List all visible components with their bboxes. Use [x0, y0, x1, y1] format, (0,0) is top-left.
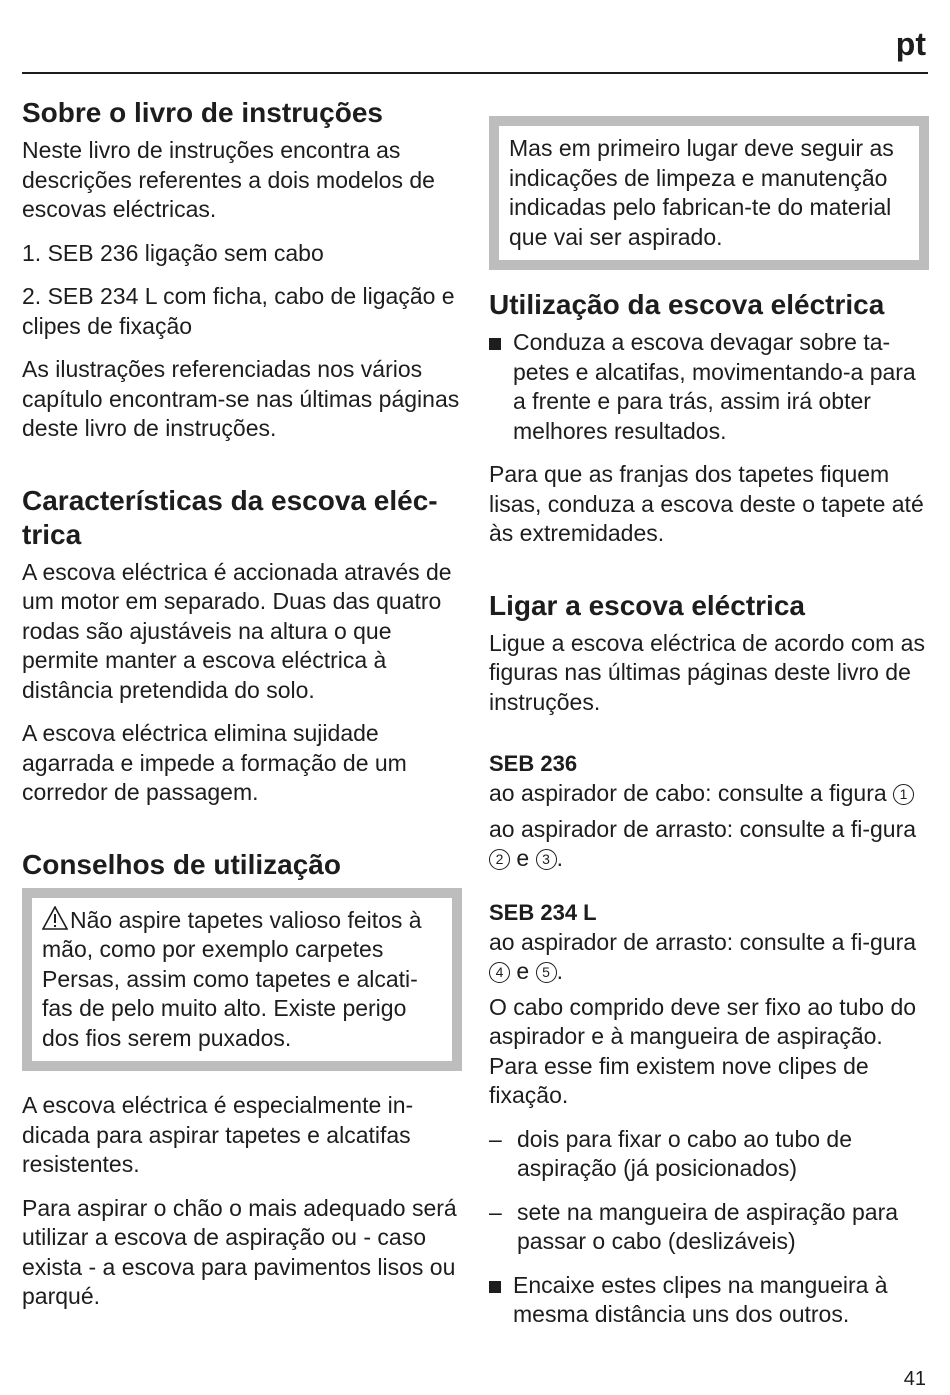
note-text: Mas em primeiro lugar deve seguir as indicações de limpeza e manutenção indicadas pelo fabrican-te do material que vai ser aspirado.: [509, 135, 894, 250]
paragraph: O cabo comprido deve ser fixo ao tubo do aspirador e à mangueira de aspiração. Para esse fim existem nove clipes de fixação.: [489, 993, 917, 1108]
section-title-features: Características da escova eléc-trica: [22, 484, 438, 550]
bullet-item: [489, 328, 929, 446]
paragraph: Para que as franjas dos tapetes fiquem lisas, conduza a escova deste o tapete até às extremidades.: [489, 461, 924, 546]
figure-ref-3: 3: [536, 849, 557, 870]
dash-marker: –: [489, 1125, 502, 1152]
dash-list-item: [489, 1198, 929, 1257]
paragraph: Para aspirar o chão o mais adequado será utilizar a escova de aspiração ou - caso exista - a escova para pavimentos lisos ou parqué.: [22, 1194, 457, 1309]
section-title-using-brush: Utilização da escova eléctrica: [489, 289, 885, 320]
bullet-text: Conduza a escova devagar sobre ta-petes e alcatifas, movimentando-a para a frente e para trás, assim irá obter melhores resultados.: [513, 329, 916, 444]
paragraph: Neste livro de instruções encontra as descrições referentes a dois modelos de escovas eléctricas.: [22, 137, 435, 222]
right-column: [489, 116, 929, 1344]
seb236-line2: ao aspirador de arrasto: consulte a fi-gura: [489, 815, 917, 842]
left-column: [22, 96, 462, 1326]
period: .: [556, 845, 563, 871]
paragraph: A escova eléctrica elimina sujidade agarrada e impede a formação de um corredor de passagem.: [22, 720, 407, 805]
paragraph: Ligue a escova eléctrica de acordo com as figuras nas últimas páginas deste livro de instruções.: [489, 629, 925, 715]
paragraph: A escova eléctrica é especialmente in-dicada para aspirar tapetes e alcatifas resistentes.: [22, 1092, 414, 1177]
paragraph: A escova eléctrica é accionada através de um motor em separado. Duas das quatro rodas são ajustáveis na altura o que permite manter a escova eléctrica à distância pretendida do solo.: [22, 558, 452, 703]
section-title-about-manual: Sobre o livro de instruções: [22, 97, 383, 128]
dash-text: sete na mangueira de aspiração para passar o cabo (deslizáveis): [517, 1198, 899, 1254]
section-title-usage-tips: Conselhos de utilização: [22, 848, 341, 880]
section-title-connect-brush: Ligar a escova eléctrica: [489, 589, 805, 621]
paragraph: [489, 779, 929, 809]
seb234-line1: ao aspirador de arrasto: consulte a fi-gura: [489, 928, 917, 955]
square-bullet-icon: [489, 338, 501, 350]
paragraph: [489, 815, 929, 874]
figure-ref-2: 2: [489, 849, 510, 870]
figure-ref-1: 1: [893, 784, 914, 805]
warning-text-container: [42, 906, 440, 1054]
warning-box: [22, 888, 462, 1072]
square-bullet-icon: [489, 1281, 501, 1293]
paragraph: 1. SEB 236 ligação sem cabo: [22, 239, 324, 266]
bullet-item: [489, 1271, 929, 1330]
note-box: [489, 116, 929, 270]
conjunction: e: [516, 845, 530, 871]
paragraph: [489, 928, 929, 987]
paragraph: As ilustrações referenciadas nos vários capítulo encontram-se nas últimas páginas deste livro de instruções.: [22, 356, 460, 441]
warning-text: Não aspire tapetes valioso feitos à mão, como por exemplo carpetes Persas, assim como tapetes e alcati-fas de pelo muito alto. Existe perigo dos fios serem puxados.: [42, 906, 422, 1051]
dash-marker: –: [489, 1198, 502, 1225]
page-number: 41: [903, 1368, 926, 1390]
seb236-line1: ao aspirador de cabo: consulte a figura: [489, 780, 887, 806]
period: .: [556, 958, 563, 984]
warning-icon: [42, 906, 68, 930]
subheading-seb236: SEB 236: [489, 751, 578, 776]
header-rule: [22, 72, 928, 74]
bullet-text: Encaixe estes clipes na mangueira à mesma distância uns dos outros.: [513, 1271, 888, 1327]
dash-text: dois para fixar o cabo ao tubo de aspiração (já posicionados): [517, 1125, 853, 1181]
subheading-seb234l: SEB 234 L: [489, 899, 597, 925]
language-code: pt: [895, 26, 926, 62]
figure-ref-5: 5: [536, 962, 557, 983]
conjunction: e: [516, 958, 530, 984]
paragraph: 2. SEB 234 L com ficha, cabo de ligação e clipes de fixação: [22, 283, 455, 339]
dash-list-item: [489, 1125, 929, 1184]
figure-ref-4: 4: [489, 962, 510, 983]
